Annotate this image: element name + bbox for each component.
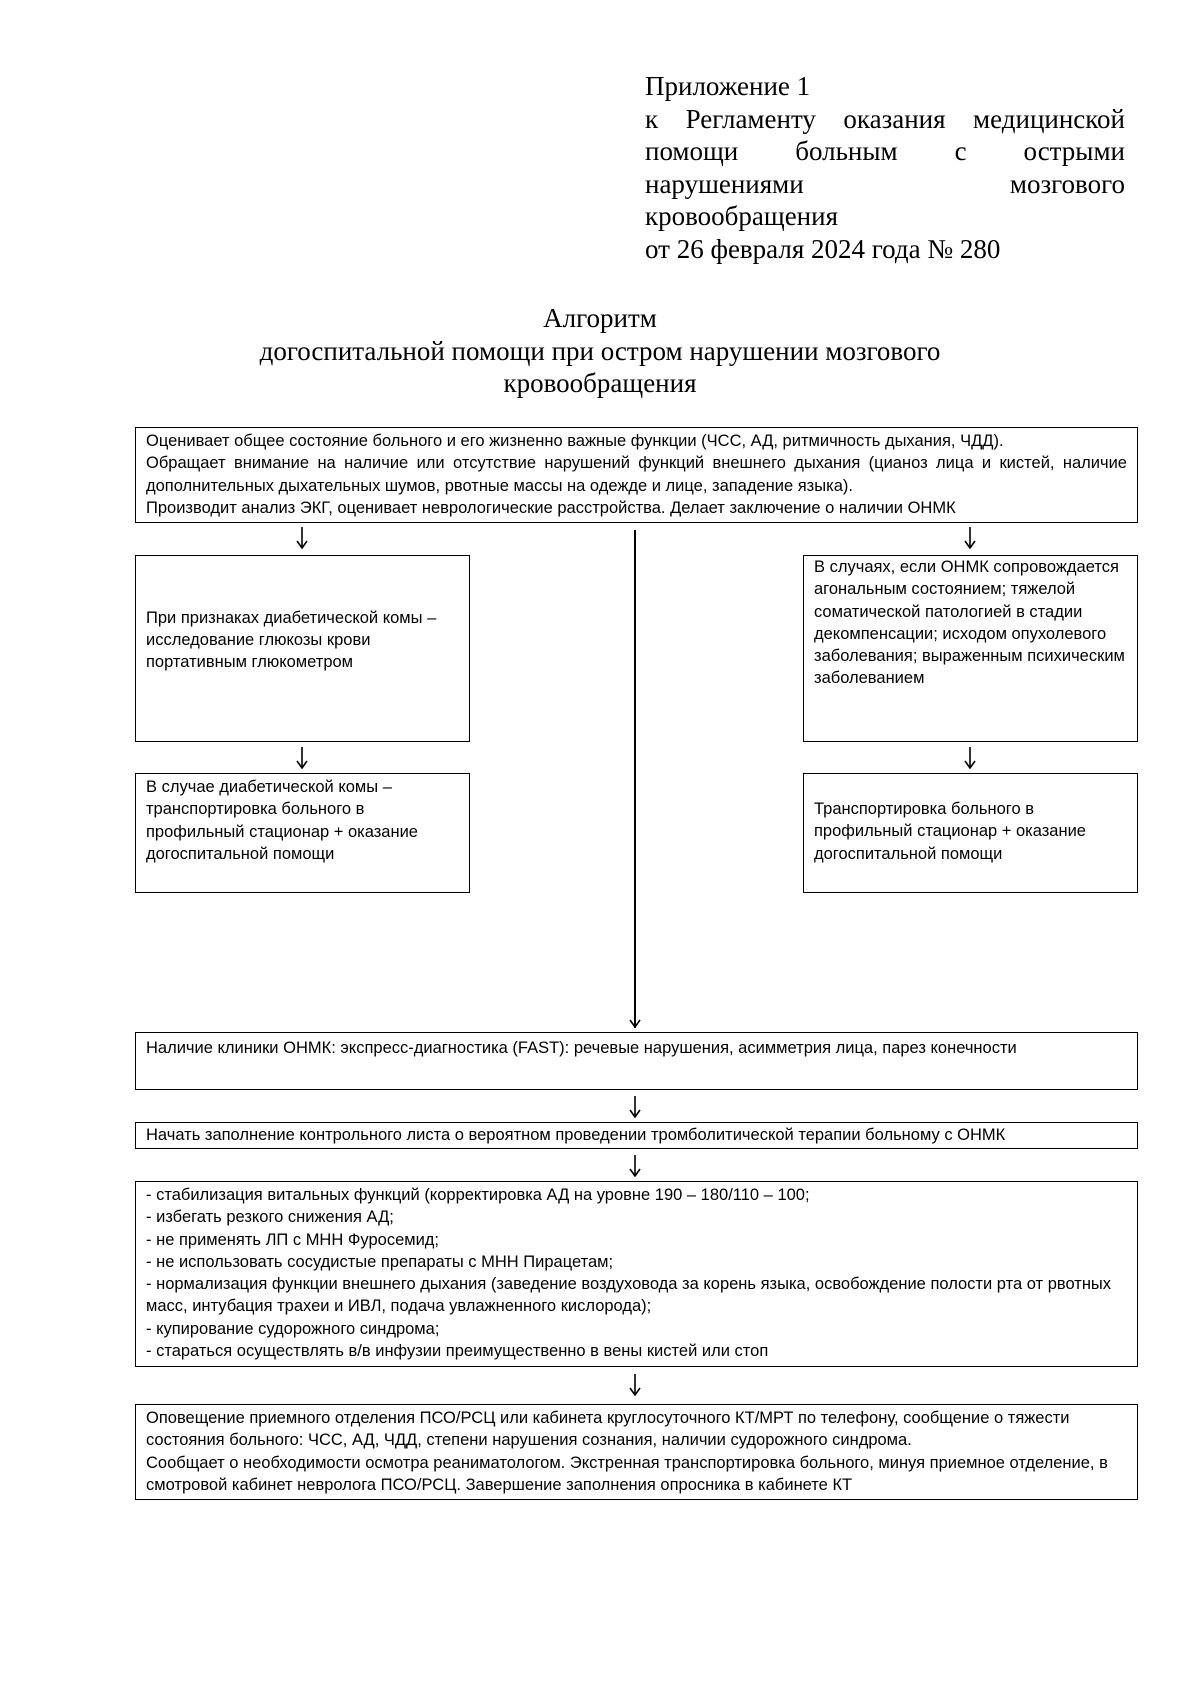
- arrow-down-icon: [295, 747, 309, 769]
- checklist-text: Начать заполнение контрольного листа о вероятном проведении тромболитической терапии больному с ОНМК: [146, 1126, 1006, 1144]
- appendix-line: кровообращения: [645, 201, 838, 231]
- appendix-line: помощи больным с острыми: [645, 136, 1125, 166]
- arrow-down-icon: [628, 1155, 642, 1177]
- title-line: кровообращения: [503, 368, 697, 398]
- assessment-text: Оценивает общее состояние больного и его жизненно важные функции (ЧСС, АД, ритмичность дыхания, ЧДД).: [146, 432, 1004, 450]
- stabilization-box: [135, 1181, 1138, 1367]
- fast-diagnostics-box: [135, 1032, 1138, 1090]
- arrow-down-icon: [963, 747, 977, 769]
- diabetic-coma-text: В случае диабетической комы – транспортировка больного в профильный стационар + оказание догоспитальной помощи: [146, 778, 418, 863]
- checklist-box: [135, 1122, 1138, 1149]
- stabilization-item: - избегать резкого снижения АД;: [146, 1208, 394, 1227]
- agonal-cases-box: [803, 555, 1138, 742]
- assessment-box: [135, 427, 1138, 523]
- arrow-down-icon: [963, 527, 977, 549]
- diabetic-signs-text: При признаках диабетической комы – исследование глюкозы крови портативным глюкометром: [146, 608, 437, 672]
- notification-text: Сообщает о необходимости осмотра реаниматологом. Экстренная транспортировка больного, минуя приемное отделение, в смотровой кабинет невролога ПСО/РСЦ. Завершение заполнения опросника в кабинете КТ: [146, 1453, 1108, 1494]
- assessment-text: Производит анализ ЭКГ, оценивает неврологические расстройства. Делает заключение о наличии ОНМК: [146, 498, 956, 517]
- notification-text: Оповещение приемного отделения ПСО/РСЦ или кабинета круглосуточного КТ/МРТ по телефону, сообщение о тяжести состояния больного: ЧСС, АД, ЧДД, степени нарушения сознания, наличии судорожного синдрома.: [146, 1409, 1070, 1450]
- stabilization-item: - стараться осуществлять в/в инфузии преимущественно в вены кистей или стоп: [146, 1342, 769, 1361]
- stabilization-item: - купирование судорожного синдрома;: [146, 1319, 440, 1338]
- appendix-header: [645, 70, 1125, 265]
- stabilization-item: - не использовать сосудистые препараты с МНН Пирацетам;: [146, 1252, 614, 1271]
- arrow-down-icon: [295, 527, 309, 549]
- transport-profile-box: [803, 773, 1138, 893]
- diabetic-coma-box: [135, 773, 470, 893]
- arrow-down-icon: [628, 1096, 642, 1118]
- stabilization-item: - стабилизация витальных функций (корректировка АД на уровне 190 – 180/110 – 100;: [146, 1186, 810, 1204]
- fast-diagnostics-text: Наличие клиники ОНМК: экспресс-диагностика (FAST): речевые нарушения, асимметрия лица, парез конечности: [146, 1039, 1017, 1057]
- notification-box: [135, 1404, 1138, 1500]
- central-connector: [634, 530, 636, 1028]
- agonal-cases-text: В случаях, если ОНМК сопровождается агональным состоянием; тяжелой соматической патологией в стадии декомпенсации; исходом опухолевого заболевания; выраженным психическим заболеванием: [814, 558, 1125, 688]
- document-title: [0, 302, 1200, 400]
- appendix-line: к Регламенту оказания медицинской: [645, 103, 1125, 134]
- assessment-text: Обращает внимание на наличие или отсутствие нарушений функций внешнего дыхания (цианоз лица и кистей, наличие дополнительных дыхательных шумов, рвотные массы на одежде и лице, западение языка).: [146, 454, 1127, 495]
- diabetic-signs-box: [135, 555, 470, 742]
- arrow-down-icon: [628, 1374, 642, 1396]
- transport-profile-text: Транспортировка больного в профильный стационар + оказание догоспитальной помощи: [814, 800, 1086, 863]
- stabilization-item: - нормализация функции внешнего дыхания (заведение воздуховода за корень языка, освобождение полости рта от рвотных масс, интубация трахеи и ИВЛ, подача увлажненного кислорода);: [146, 1275, 1112, 1316]
- title-line: Алгоритм: [543, 303, 657, 333]
- arrow-down-icon: [628, 1006, 642, 1028]
- appendix-line: нарушениями мозгового: [645, 168, 1125, 199]
- appendix-line: от 26 февраля 2024 года № 280: [645, 233, 1001, 264]
- stabilization-item: - не применять ЛП с МНН Фуросемид;: [146, 1230, 440, 1249]
- title-line: догоспитальной помощи при остром нарушении мозгового: [259, 335, 941, 366]
- appendix-title: Приложение 1: [645, 71, 811, 101]
